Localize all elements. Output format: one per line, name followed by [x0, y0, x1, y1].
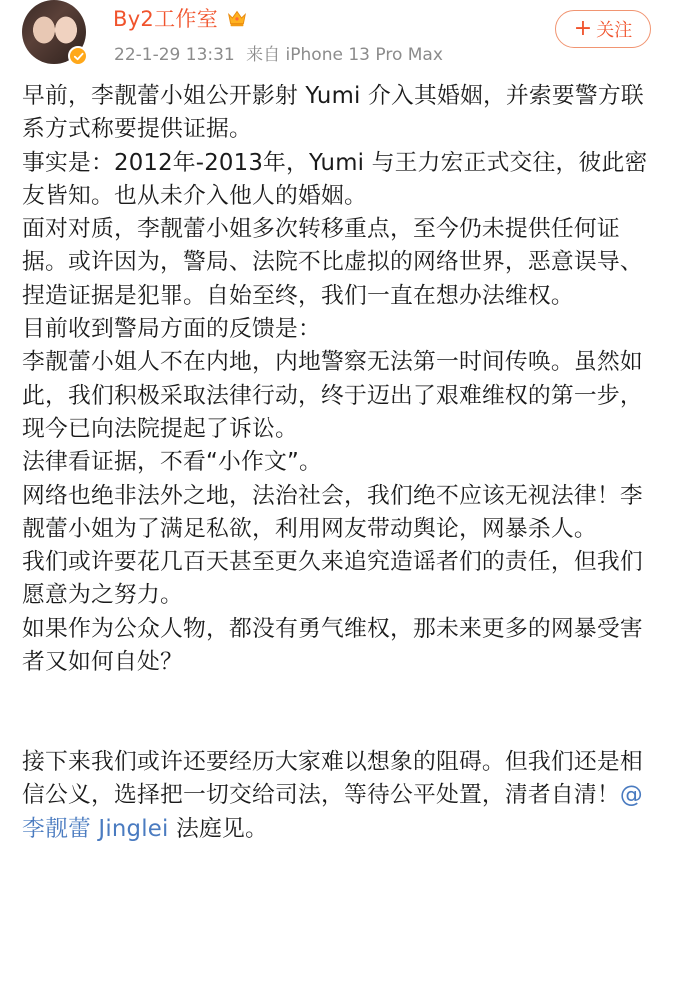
- plus-icon: +: [573, 16, 593, 41]
- avatar-container[interactable]: [22, 0, 100, 66]
- post-paragraph: 法律看证据，不看“小作文”。: [22, 449, 322, 476]
- post-paragraph: 早前，李靓蕾小姐公开影射 Yumi 介入其婚姻，并索要警方联系方式称要提供证据。: [22, 83, 644, 143]
- post-body: [22, 80, 662, 846]
- name-row: [113, 2, 250, 34]
- post-paragraph: 事实是：2012年-2013年，Yumi 与王力宏正式交往，彼此密友皆知。也从未介入他人的婚姻。: [22, 149, 648, 209]
- closing-text: 接下来我们或许还要经历大家难以想象的阻碍。但我们还是相信公义，选择把一切交给司法，等待公平处置，清者自清！: [22, 748, 643, 809]
- verified-badge-icon: [68, 46, 88, 66]
- crown-icon[interactable]: [224, 6, 250, 30]
- post-paragraph: 如果作为公众人物，都没有勇气维权，那未来更多的网暴受害者又如何自处？: [22, 615, 643, 676]
- post-timestamp: 22-1-29 13:31: [114, 45, 235, 65]
- post-meta: [114, 40, 449, 65]
- paragraph-spacer: [22, 679, 662, 746]
- post-source: 来自 iPhone 13 Pro Max: [246, 45, 443, 65]
- post-paragraph: 网络也绝非法外之地，法治社会，我们绝不应该无视法律！李靓蕾小姐为了满足私欲，利用网友带动舆论，网暴杀人。: [22, 482, 643, 542]
- post-closing-paragraph: [22, 746, 662, 846]
- post-paragraph: 目前收到警局方面的反馈是：: [22, 316, 321, 343]
- follow-button[interactable]: [555, 10, 651, 48]
- follow-button-label: 关注: [596, 20, 633, 41]
- post-paragraph: 李靓蕾小姐人不在内地，内地警察无法第一时间传唤。虽然如此，我们积极采取法律行动，终于迈出了艰难维权的第一步，现今已向法院提起了诉讼。: [22, 349, 643, 442]
- post-header: [0, 0, 675, 80]
- username[interactable]: By2工作室: [113, 7, 218, 31]
- mention-link[interactable]: @李靓蕾 Jinglei: [22, 782, 643, 842]
- closing-end: 法庭见。: [168, 815, 268, 842]
- post-paragraph: 面对对质，李靓蕾小姐多次转移重点，至今仍未提供任何证据。或许因为，警局、法院不比虚拟的网络世界，恶意误导、捏造证据是犯罪。自始至终，我们一直在想办法维权。: [22, 216, 643, 309]
- post-paragraph: 我们或许要花几百天甚至更久来追究造谣者们的责任，但我们愿意为之努力。: [22, 549, 643, 609]
